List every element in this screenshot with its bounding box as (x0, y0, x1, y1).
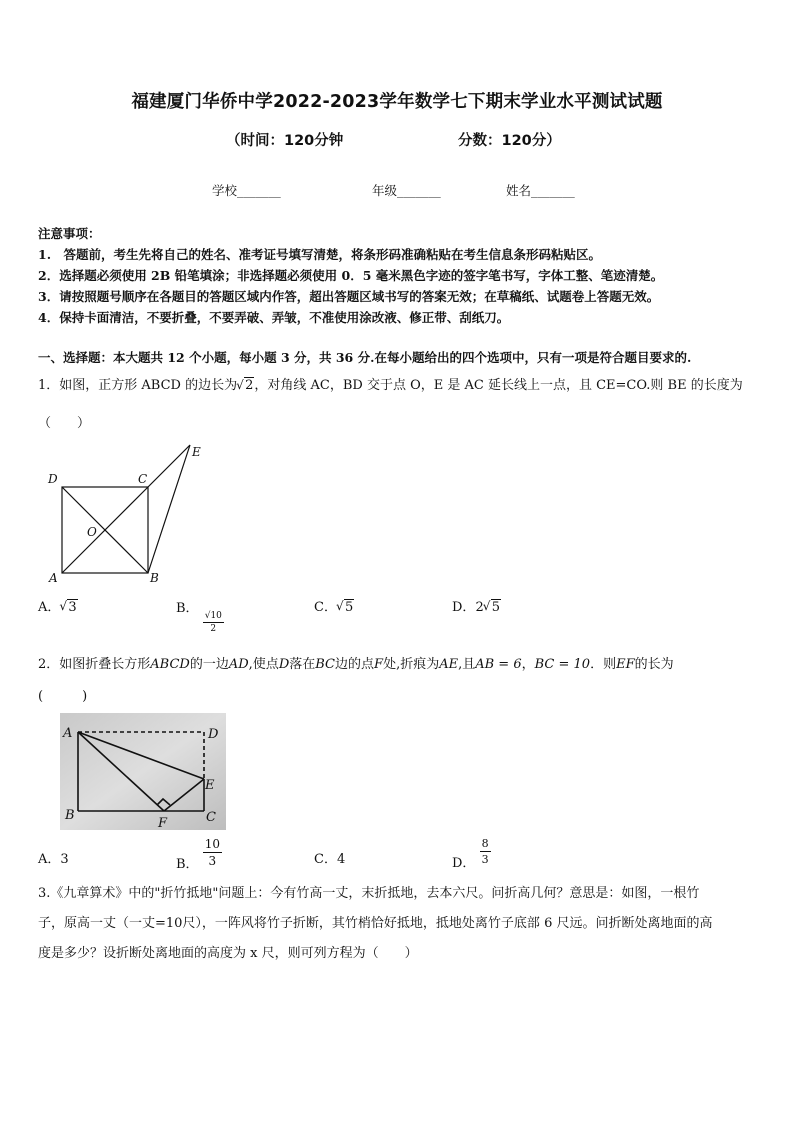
question-3-line: 度是多少？设折断处离地面的高度为 x 尺，则可列方程为（ ） (38, 946, 418, 961)
grade-field: 年级_______ (372, 183, 441, 198)
notice-item: 2．选择题必须使用 2B 铅笔填涂；非选择题必须使用 0．5 毫米黑色字迹的签字笔书写，字体工整、笔迹清楚。 (38, 268, 664, 283)
q1-option-d: D．2√ 5 (452, 596, 501, 615)
label-b: B (65, 808, 75, 823)
label-e: E (205, 778, 215, 793)
question-3-line: 子，原高一丈（一丈=10尺），一阵风将竹子折断，其竹梢恰好抵地，抵地处离竹子底部 6 尺远。问折断处离地面的高 (38, 916, 713, 931)
fold-figure (60, 713, 226, 830)
label-o: O (87, 525, 97, 539)
label-c: C (138, 472, 148, 486)
question-2-paren: ( ) (38, 689, 88, 704)
section-heading: 一、选择题：本大题共 12 个小题，每小题 3 分，共 36 分.在每小题给出的四个选项中，只有一项是符合题目要求的. (38, 350, 692, 365)
label-d: D (48, 472, 58, 486)
notice-item: 1. 答题前，考生先将自己的姓名、准考证号填写清楚，将条形码准确粘贴在考生信息条形码粘贴区。 (38, 247, 602, 262)
notice-heading: 注意事项： (38, 226, 101, 241)
notice-item: 4．保持卡面清洁，不要折叠，不要弄破、弄皱，不准使用涂改液、修正带、刮纸刀。 (38, 310, 510, 325)
label-f: F (158, 816, 168, 830)
q1-option-c: C．√ 5 (314, 596, 354, 615)
notice-item: 3．请按照题号顺序在各题目的答题区域内作答，超出答题区域书写的答案无效；在草稿纸、试题卷上答题无效。 (38, 289, 660, 304)
segment-be (148, 445, 190, 573)
label-e: E (192, 445, 201, 459)
page-title: 福建厦门华侨中学2022-2023学年数学七下期末学业水平测试试题 (131, 92, 663, 112)
question-1-text: 1．如图，正方形 ABCD 的边长为√ 2，对角线 AC，BD 交于点 O，E 是 AC 延长线上一点，且 CE=CO.则 BE 的长度为 (38, 376, 743, 396)
label-d: D (208, 727, 219, 742)
q1-option-b: B． $\frac{√10}{2}$ (176, 601, 222, 634)
question-1-paren: （ ） (38, 416, 91, 431)
q2-option-c: C．4 (314, 852, 346, 867)
exam-score: 分数：120分） (458, 133, 561, 149)
square-figure (40, 440, 220, 588)
q2-option-d: D． $\frac{8}{3}$ (452, 837, 489, 871)
q1-option-a: A．√ 3 (38, 596, 78, 615)
label-a: A (63, 726, 73, 741)
label-a: A (49, 571, 58, 585)
question-2-text: 2．如图折叠长方形ABCD的一边AD,使点D落在BC边的点F处,折痕为AE,且AB = 6，BC = 10．则EF的长为 (38, 657, 674, 672)
question-3-line: 3.《九章算术》中的"折竹抵地"问题上：今有竹高一丈，末折抵地，去本六尺。问折高几何？意思是：如图，一根竹 (38, 886, 700, 901)
photo-background (60, 713, 226, 830)
sqrt-expression: √ 2 (237, 376, 254, 396)
q2-option-b: B． $\frac{10}{3}$ (176, 837, 220, 872)
label-b: B (150, 571, 159, 585)
q2-option-a: A．3 (38, 852, 69, 867)
label-c: C (206, 810, 216, 825)
name-field: 姓名_______ (506, 183, 575, 198)
school-field: 学校_______ (212, 183, 281, 198)
exam-time: （时间：120分钟 (226, 133, 344, 149)
